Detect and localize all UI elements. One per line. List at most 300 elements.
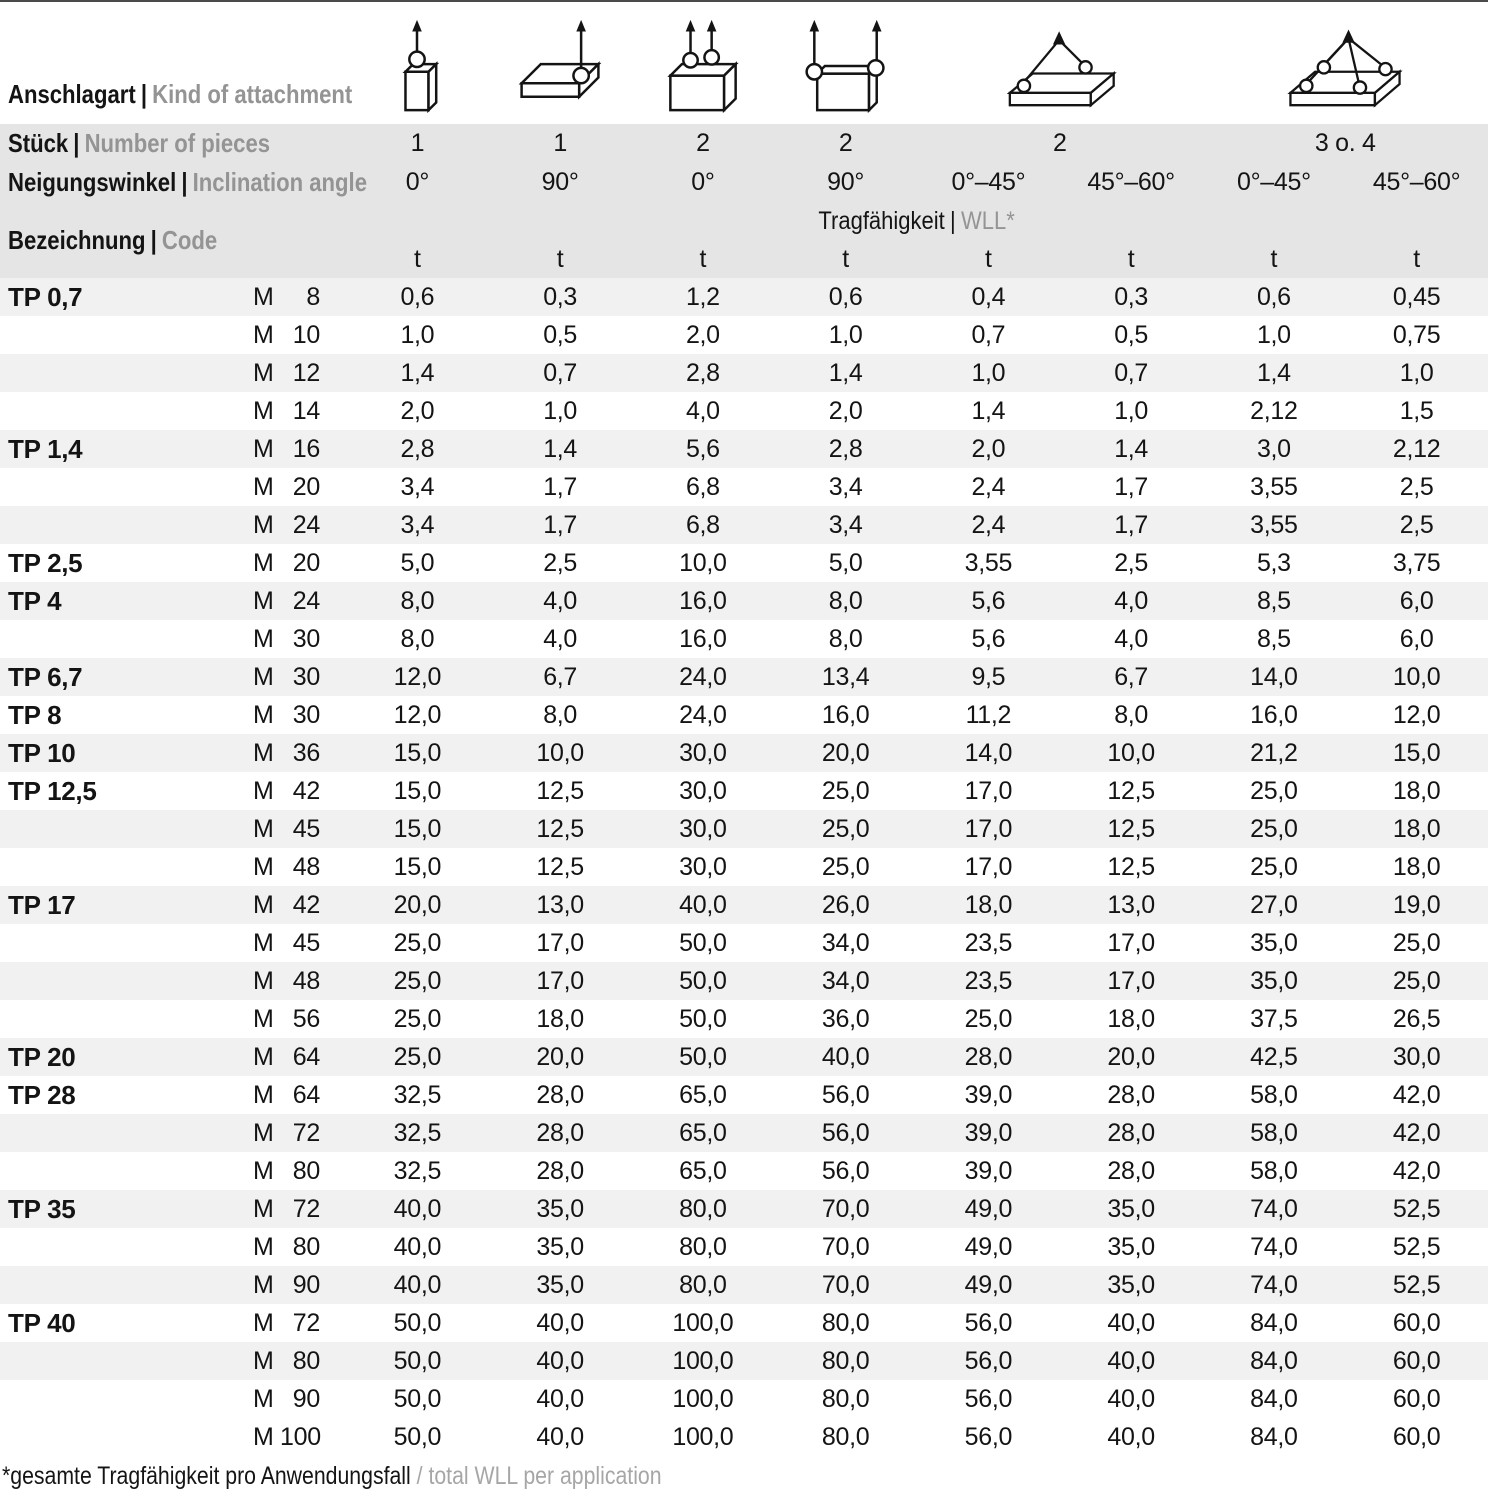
wll-value: 20,0 [393, 890, 442, 919]
wll-value: 18,0 [1392, 776, 1441, 805]
wll-value: 56,0 [964, 1308, 1013, 1337]
angle-value: 0° [691, 168, 715, 196]
wll-value: 32,5 [393, 1118, 442, 1147]
thread-prefix: M [253, 624, 274, 653]
row-code: TP 28 [8, 1079, 76, 1110]
wll-value: 2,5 [1114, 548, 1149, 577]
wll-value: 35,0 [536, 1270, 584, 1299]
wll-value: 40,0 [1107, 1422, 1155, 1451]
thread-prefix: M [253, 1422, 274, 1451]
table-row [0, 886, 1488, 924]
unit-label: t [842, 244, 849, 273]
wll-value: 28,0 [964, 1042, 1013, 1071]
wll-value: 17,0 [964, 776, 1013, 805]
pipe-separator: | [181, 167, 188, 197]
wll-value: 49,0 [964, 1194, 1013, 1223]
table-row [0, 354, 1488, 392]
wll-value: 12,5 [536, 852, 584, 881]
thread-prefix: M [253, 1346, 274, 1375]
thread-size: 42 [292, 776, 320, 805]
angle-value: 90° [827, 168, 865, 196]
wll-value: 35,0 [536, 1194, 584, 1223]
wll-value: 25,0 [393, 966, 442, 995]
wll-value: 25,0 [393, 1042, 442, 1071]
wll-value: 52,5 [1392, 1270, 1441, 1299]
wll-value: 56,0 [964, 1346, 1013, 1375]
thread-size: 30 [292, 662, 320, 691]
wll-value: 10,0 [679, 548, 727, 577]
wll-value: 80,0 [679, 1194, 727, 1223]
wll-value: 25,0 [821, 852, 870, 881]
wll-value: 42,5 [1250, 1042, 1298, 1071]
wll-value: 56,0 [821, 1118, 870, 1147]
table-row [0, 430, 1488, 468]
wll-value: 1,7 [1114, 472, 1149, 501]
wll-value: 50,0 [679, 928, 727, 957]
thread-size: 14 [292, 396, 320, 425]
wll-value: 30,0 [679, 776, 727, 805]
angle-value: 90° [541, 168, 579, 196]
wll-value: 58,0 [1250, 1156, 1298, 1185]
wll-value: 15,0 [393, 776, 442, 805]
attachment-icon-cell [489, 18, 632, 124]
table-row [0, 696, 1488, 734]
wll-value: 2,0 [400, 396, 435, 425]
wll-value: 12,5 [536, 776, 584, 805]
wll-value: 25,0 [1250, 814, 1298, 843]
table-row [0, 924, 1488, 962]
wll-value: 1,5 [1399, 396, 1434, 425]
wll-value: 26,5 [1392, 1004, 1441, 1033]
thread-prefix: M [253, 320, 274, 349]
wll-value: 18,0 [1107, 1004, 1155, 1033]
thread-size: 36 [292, 738, 320, 767]
wll-value: 28,0 [1107, 1118, 1155, 1147]
footnote-en: total WLL per application [428, 1461, 662, 1490]
wll-value: 49,0 [964, 1232, 1013, 1261]
attachment-label [0, 79, 353, 124]
wll-value: 25,0 [821, 814, 870, 843]
wll-value: 25,0 [393, 1004, 442, 1033]
wll-value: 19,0 [1392, 890, 1441, 919]
row-code: TP 20 [8, 1041, 76, 1072]
wll-value: 16,0 [679, 586, 727, 615]
wll-value: 30,0 [679, 852, 727, 881]
wll-value: 12,5 [536, 814, 584, 843]
thread-size: 16 [292, 434, 320, 463]
wll-value: 30,0 [679, 738, 727, 767]
wll-value: 25,0 [1392, 966, 1441, 995]
thread-size: 20 [292, 548, 320, 577]
wll-value: 1,0 [1399, 358, 1434, 387]
table-row [0, 810, 1488, 848]
thread-prefix: M [253, 396, 274, 425]
angle-label-de: Neigungswinkel [8, 167, 177, 197]
wll-value: 40,0 [1107, 1346, 1155, 1375]
wll-value: 56,0 [964, 1384, 1013, 1413]
table-header-band [0, 124, 1488, 278]
wll-value: 14,0 [1250, 662, 1298, 691]
footnote-de: *gesamte Tragfähigkeit pro Anwendungsfall [2, 1461, 411, 1490]
table-row [0, 1418, 1488, 1456]
pipe-separator: | [73, 128, 80, 158]
code-label-en: Code [161, 224, 218, 255]
wll-value: 17,0 [1107, 966, 1155, 995]
row-code: TP 0,7 [8, 281, 83, 312]
table-row [0, 506, 1488, 544]
wll-value: 10,0 [1107, 738, 1155, 767]
wll-value: 1,0 [543, 396, 578, 425]
wll-value: 4,0 [543, 586, 578, 615]
table-row [0, 1380, 1488, 1418]
wll-value: 3,55 [1250, 510, 1298, 539]
wll-value: 60,0 [1392, 1308, 1441, 1337]
pieces-value: 2 [838, 129, 853, 157]
pieces-value: 3 o. 4 [1314, 129, 1376, 157]
wll-value: 100,0 [672, 1384, 734, 1413]
wll-value: 1,2 [685, 282, 720, 311]
table-row [0, 1342, 1488, 1380]
wll-value: 17,0 [1107, 928, 1155, 957]
wll-value: 12,0 [1392, 700, 1441, 729]
wll-value: 8,0 [400, 624, 435, 653]
wll-value: 40,0 [393, 1194, 442, 1223]
wll-value: 0,6 [400, 282, 435, 311]
thread-prefix: M [253, 548, 274, 577]
wll-value: 12,0 [393, 700, 442, 729]
thread-prefix: M [253, 1004, 274, 1033]
wll-value: 40,0 [536, 1384, 584, 1413]
wll-value: 5,6 [685, 434, 720, 463]
wll-value: 10,0 [536, 738, 584, 767]
wll-value: 12,5 [1107, 814, 1155, 843]
code-label-de: Bezeichnung [8, 224, 146, 255]
wll-value: 0,5 [1114, 320, 1149, 349]
thread-prefix: M [253, 358, 274, 387]
thread-prefix: M [253, 1384, 274, 1413]
wll-value: 2,12 [1392, 434, 1441, 463]
attachment-icon-cell [917, 26, 1203, 124]
thread-size: 90 [292, 1384, 320, 1413]
wll-value: 42,0 [1392, 1080, 1441, 1109]
wll-value: 6,8 [685, 472, 720, 501]
wll-value: 84,0 [1250, 1422, 1298, 1451]
wll-value: 50,0 [393, 1384, 442, 1413]
thread-prefix: M [253, 814, 274, 843]
wll-value: 5,3 [1256, 548, 1291, 577]
wll-value: 6,0 [1399, 586, 1434, 615]
wll-value: 80,0 [821, 1384, 870, 1413]
thread-prefix: M [253, 586, 274, 615]
wll-value: 8,0 [543, 700, 578, 729]
wll-value: 2,5 [543, 548, 578, 577]
wll-value: 3,55 [1250, 472, 1298, 501]
thread-size: 10 [292, 320, 320, 349]
wll-value: 30,0 [679, 814, 727, 843]
wll-value: 0,6 [828, 282, 863, 311]
wll-value: 2,8 [828, 434, 863, 463]
wll-value: 32,5 [393, 1156, 442, 1185]
thread-size: 72 [292, 1194, 320, 1223]
attachment-label-en: Kind of attachment [152, 79, 353, 109]
wll-value: 40,0 [679, 890, 727, 919]
wll-value: 34,0 [821, 966, 870, 995]
table-row [0, 1038, 1488, 1076]
wll-value: 100,0 [672, 1422, 734, 1451]
wll-value: 28,0 [1107, 1156, 1155, 1185]
thread-prefix: M [253, 738, 274, 767]
wll-value: 37,5 [1250, 1004, 1298, 1033]
wll-value: 3,0 [1256, 434, 1291, 463]
pieces-row [0, 124, 1488, 163]
wll-value: 0,7 [971, 320, 1006, 349]
wll-value: 18,0 [1392, 814, 1441, 843]
wll-value: 23,5 [964, 966, 1013, 995]
wll-value: 1,0 [971, 358, 1006, 387]
wll-value: 2,5 [1399, 510, 1434, 539]
wll-value: 0,75 [1392, 320, 1441, 349]
thread-size: 8 [306, 282, 320, 311]
angle-value: 45°–60° [1087, 168, 1175, 196]
wll-value: 3,55 [964, 548, 1013, 577]
wll-value: 0,5 [543, 320, 578, 349]
wll-value: 5,0 [400, 548, 435, 577]
unit-label: t [414, 244, 421, 273]
pipe-separator: | [950, 206, 957, 235]
thread-prefix: M [253, 1194, 274, 1223]
unit-label: t [699, 244, 707, 273]
table-row [0, 734, 1488, 772]
wll-value: 5,6 [971, 624, 1006, 653]
table-row [0, 544, 1488, 582]
unit-label: t [1270, 244, 1278, 273]
wll-value: 18,0 [1392, 852, 1441, 881]
wll-value: 80,0 [679, 1232, 727, 1261]
thread-prefix: M [253, 928, 274, 957]
wll-value: 0,4 [971, 282, 1006, 311]
thread-size: 20 [292, 472, 320, 501]
wll-value: 1,4 [400, 358, 435, 387]
wll-value: 70,0 [821, 1194, 870, 1223]
wll-value: 17,0 [536, 966, 584, 995]
wll-value: 56,0 [821, 1156, 870, 1185]
code-header-row [0, 202, 1488, 278]
wll-value: 13,0 [536, 890, 584, 919]
table-row [0, 1304, 1488, 1342]
wll-value: 35,0 [1107, 1270, 1155, 1299]
wll-value: 2,0 [685, 320, 720, 349]
wll-value: 39,0 [964, 1080, 1013, 1109]
table-row [0, 1000, 1488, 1038]
wll-value: 6,7 [1114, 662, 1149, 691]
wll-value: 3,4 [400, 472, 435, 501]
wll-value: 36,0 [821, 1004, 870, 1033]
wll-value: 1,0 [1114, 396, 1149, 425]
wll-value: 1,7 [1114, 510, 1149, 539]
wll-value: 56,0 [821, 1080, 870, 1109]
wll-value: 2,4 [971, 510, 1006, 539]
thread-prefix: M [253, 1232, 274, 1261]
two-point-90deg-icon [800, 18, 892, 114]
wll-value: 40,0 [1107, 1384, 1155, 1413]
wll-value: 1,4 [543, 434, 578, 463]
row-code: TP 8 [8, 699, 62, 730]
wll-value: 1,7 [543, 510, 578, 539]
wll-value: 26,0 [821, 890, 870, 919]
wll-value: 16,0 [821, 700, 870, 729]
wll-value: 60,0 [1392, 1384, 1441, 1413]
thread-prefix: M [253, 1156, 274, 1185]
attachment-label-de: Anschlagart [8, 79, 136, 109]
table-row [0, 468, 1488, 506]
wll-value: 50,0 [679, 966, 727, 995]
wll-value: 16,0 [679, 624, 727, 653]
angle-value: 45°–60° [1372, 168, 1461, 196]
wll-value: 40,0 [536, 1422, 584, 1451]
wll-value: 42,0 [1392, 1118, 1441, 1147]
row-code: TP 1,4 [8, 433, 83, 464]
thread-size: 30 [292, 624, 320, 653]
wll-value: 24,0 [679, 662, 727, 691]
table-row [0, 1228, 1488, 1266]
wll-value: 28,0 [536, 1080, 584, 1109]
wll-value: 28,0 [1107, 1080, 1155, 1109]
wll-value: 40,0 [536, 1308, 584, 1337]
wll-value: 8,5 [1256, 586, 1291, 615]
wll-value: 40,0 [393, 1270, 442, 1299]
unit-label: t [1127, 244, 1135, 273]
wll-value: 74,0 [1250, 1194, 1298, 1223]
thread-size: 24 [292, 586, 320, 615]
wll-value: 8,5 [1256, 624, 1291, 653]
thread-size: 64 [292, 1080, 320, 1109]
row-code: TP 35 [8, 1193, 76, 1224]
wll-value: 28,0 [536, 1156, 584, 1185]
row-code: TP 6,7 [8, 661, 83, 692]
thread-prefix: M [253, 510, 274, 539]
table-row [0, 1114, 1488, 1152]
wll-label-de: Tragfähigkeit [818, 206, 946, 235]
wll-value: 4,0 [1114, 624, 1149, 653]
wll-value: 65,0 [679, 1156, 727, 1185]
wll-value: 35,0 [1107, 1194, 1155, 1223]
wll-value: 25,0 [1392, 928, 1441, 957]
pieces-value: 2 [1052, 129, 1067, 157]
table-row [0, 582, 1488, 620]
thread-prefix: M [253, 282, 274, 311]
wll-value: 80,0 [821, 1308, 870, 1337]
wll-value: 1,0 [400, 320, 435, 349]
wll-value: 35,0 [1250, 966, 1298, 995]
thread-size: 80 [292, 1156, 320, 1185]
wll-value: 1,0 [828, 320, 863, 349]
wll-value: 2,0 [828, 396, 863, 425]
wll-value: 70,0 [821, 1232, 870, 1261]
wll-value: 0,3 [543, 282, 578, 311]
table-body [0, 278, 1488, 1456]
wll-value: 25,0 [964, 1004, 1013, 1033]
wll-value: 2,4 [971, 472, 1006, 501]
wll-value: 6,0 [1399, 624, 1434, 653]
footnote [0, 1456, 1488, 1496]
wll-value: 15,0 [393, 738, 442, 767]
table-row [0, 1152, 1488, 1190]
wll-value: 1,7 [543, 472, 578, 501]
thread-prefix: M [253, 434, 274, 463]
thread-prefix: M [253, 776, 274, 805]
wll-value: 35,0 [536, 1232, 584, 1261]
thread-prefix: M [253, 472, 274, 501]
wll-value: 4,0 [1114, 586, 1149, 615]
thread-size: 100 [280, 1422, 321, 1451]
wll-value: 13,0 [1107, 890, 1155, 919]
thread-prefix: M [253, 1308, 274, 1337]
wll-value: 25,0 [821, 776, 870, 805]
angle-label [0, 167, 367, 198]
thread-size: 72 [292, 1118, 320, 1147]
wll-value: 13,4 [821, 662, 870, 691]
wll-value: 3,4 [400, 510, 435, 539]
wll-value: 3,75 [1392, 548, 1441, 577]
wll-value: 58,0 [1250, 1080, 1298, 1109]
thread-size: 48 [292, 966, 320, 995]
attachment-icon-cell [632, 18, 775, 124]
wll-value: 42,0 [1392, 1156, 1441, 1185]
thread-prefix: M [253, 1042, 274, 1071]
angle-label-en: Inclination angle [192, 167, 367, 197]
wll-value: 27,0 [1250, 890, 1298, 919]
wll-title [346, 202, 1488, 240]
wll-value: 35,0 [1107, 1232, 1155, 1261]
wll-value: 3,4 [828, 510, 863, 539]
thread-prefix: M [253, 890, 274, 919]
wll-value: 50,0 [679, 1004, 727, 1033]
wll-value: 74,0 [1250, 1270, 1298, 1299]
wll-value: 23,5 [964, 928, 1013, 957]
wll-value: 0,45 [1392, 282, 1441, 311]
wll-value: 58,0 [1250, 1118, 1298, 1147]
wll-label-en: WLL* [961, 206, 1016, 235]
wll-value: 16,0 [1250, 700, 1298, 729]
attachment-icon-cell [1203, 26, 1488, 124]
thread-size: 30 [292, 700, 320, 729]
wll-value: 2,12 [1250, 396, 1298, 425]
wll-value: 1,4 [971, 396, 1006, 425]
slash-separator: / [416, 1461, 423, 1490]
wll-value: 0,7 [543, 358, 578, 387]
wll-value: 30,0 [1392, 1042, 1441, 1071]
wll-value: 8,0 [828, 624, 863, 653]
thread-size: 64 [292, 1042, 320, 1071]
wll-value: 80,0 [679, 1270, 727, 1299]
thread-prefix: M [253, 662, 274, 691]
wll-value: 0,6 [1256, 282, 1291, 311]
thread-prefix: M [253, 966, 274, 995]
wll-value: 1,0 [1256, 320, 1291, 349]
thread-prefix: M [253, 1118, 274, 1147]
wll-value: 12,5 [1107, 852, 1155, 881]
row-code: TP 2,5 [8, 547, 83, 578]
pipe-separator: | [150, 224, 157, 255]
wll-value: 6,7 [543, 662, 578, 691]
wll-value: 15,0 [393, 814, 442, 843]
table-row [0, 848, 1488, 886]
pieces-value: 1 [553, 129, 567, 157]
wll-value: 1,4 [1114, 434, 1149, 463]
unit-row [346, 240, 1488, 278]
wll-value: 50,0 [393, 1346, 442, 1375]
wll-value: 65,0 [679, 1118, 727, 1147]
